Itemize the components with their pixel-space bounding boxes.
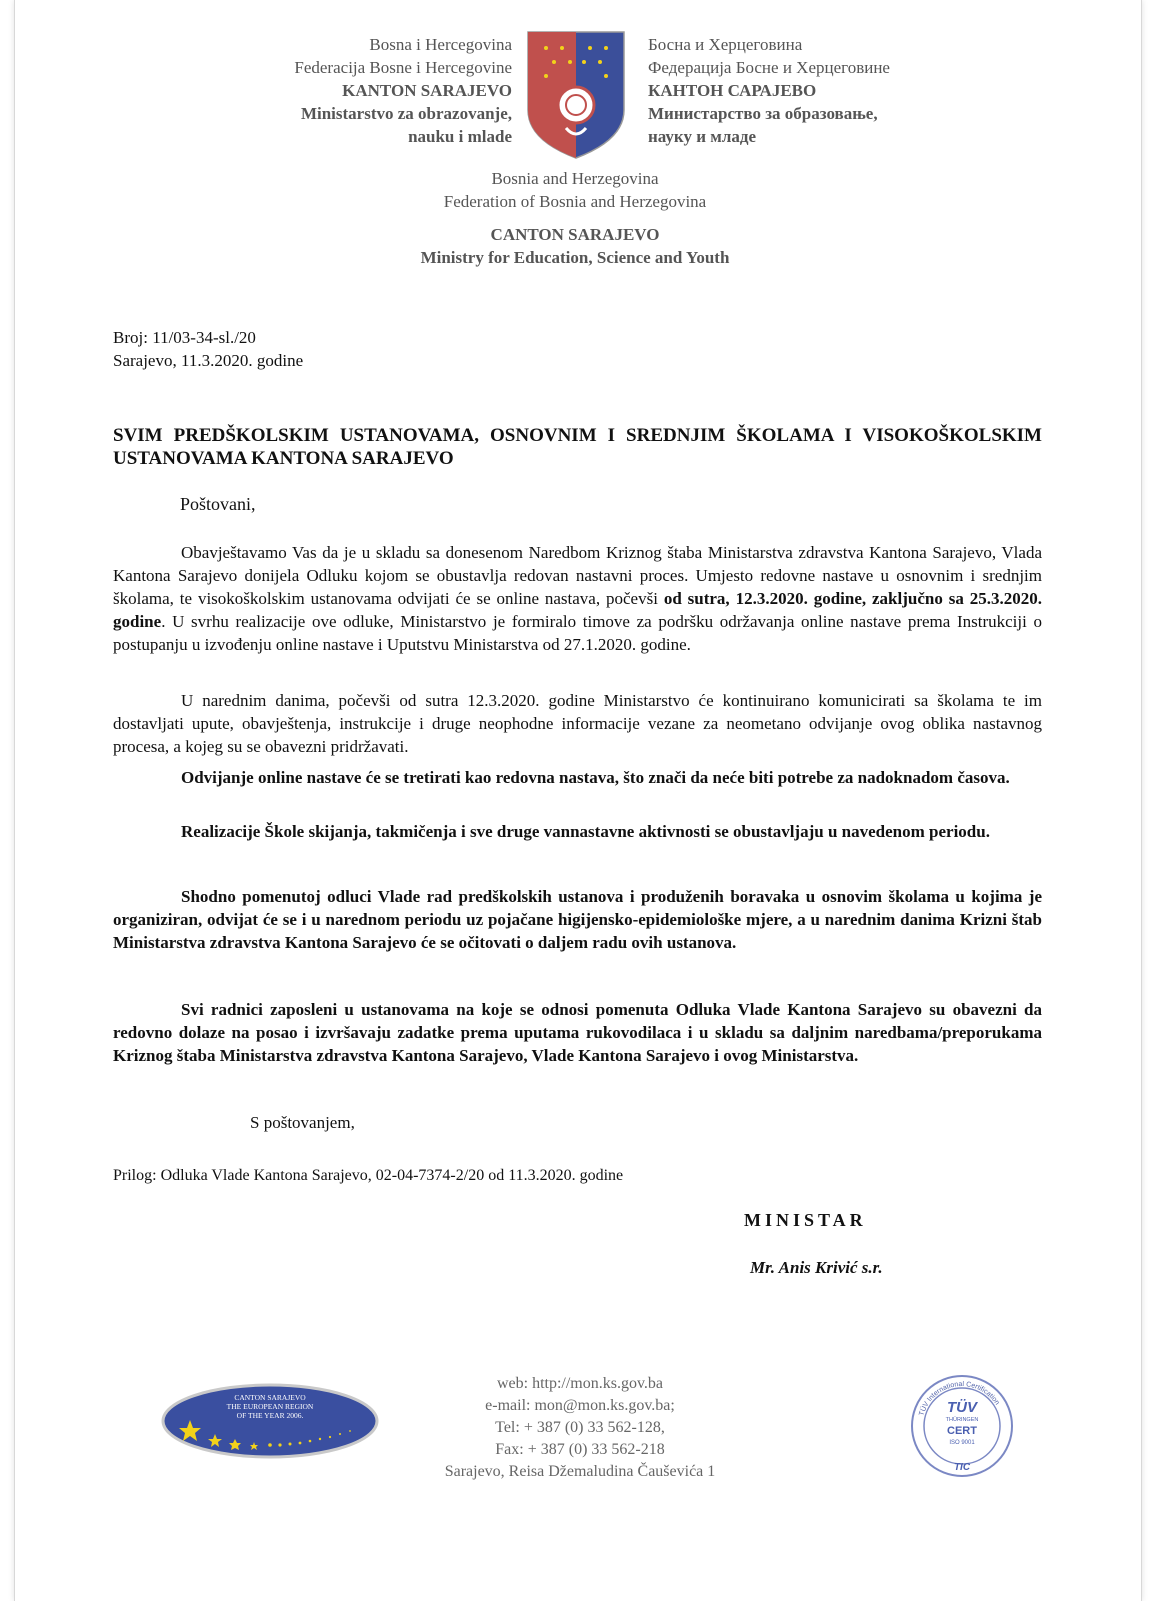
paragraph-3: Odvijanje online nastave će se tretirati kao redovna nastava, što znači da neće biti potrebe za nadoknadom časova. — [181, 768, 1010, 787]
header-left-line1: Bosna i Hercegovina — [369, 35, 512, 54]
header-right-line4: Министарство за образовање, — [648, 104, 878, 123]
header-right-line5: науку и младе — [648, 127, 757, 146]
footer-fax: Fax: + 387 (0) 33 562-218 — [495, 1441, 665, 1458]
svg-text:TÜV International Certificatio: TÜV International Certification — [918, 1380, 1001, 1417]
header-center-line4: Ministry for Education, Science and Youth — [420, 248, 730, 267]
header-center-line3: CANTON SARAJEVO — [490, 225, 660, 244]
header-center-line2: Federation of Bosnia and Herzegovina — [443, 192, 707, 211]
header-right-cyrillic — [648, 33, 978, 148]
paragraph-6: Svi radnici zaposleni u ustanovama na koje se odnosi pomenuta Odluka Vlade Kantona Sarajevo su obavezni da redovno dolaze na posao i izvršavaju zadatke prema uputama rukovodilaca i u skladu sa daljnim naredbama/preporukama Kriznog štaba Ministarstva zdravstva Kantona Sarajevo, Vlade Kantona Sarajevo i ovog Ministarstva. — [113, 1000, 1042, 1065]
attachment-note: Prilog: Odluka Vlade Kantona Sarajevo, 02-04-7374-2/20 od 11.3.2020. godine — [113, 1167, 624, 1184]
paragraph-1-bold: od sutra, 12.3.2020. godine, zaključno sa 25.3.2020. godine — [113, 589, 1042, 631]
header-left-line2: Federacija Bosne i Hercegovine — [294, 58, 512, 77]
paragraph-1-text-a: Obavještavamo Vas da je u skladu sa donesenom Naredbom Kriznog štaba Ministarstva zdravstva Kantona Sarajevo, Vlada Kantona Sarajevo donijela Odluku kojom se obustavlja redovan nastavni proces. Umjesto redovne nastave u osnovnim i srednjim školama, te visokoškolskim ustanovama odvijati će se online nastava, počevši — [113, 543, 1042, 608]
paragraph-1-text-b: . U svrhu realizacije ove odluke, Ministarstvo je formiralo timove za podršku održavanja online nastave prema Instrukciji o postupanju u izvođenju online nastave i Uputstvu Ministarstva od 27.1.2020. godine. — [113, 612, 1042, 654]
header-center-line1: Bosnia and Herzegovina — [491, 169, 659, 188]
svg-text:THE EUROPEAN REGION: THE EUROPEAN REGION — [226, 1402, 314, 1411]
header-right-line3: КАНТОН САРАЈЕВО — [648, 81, 817, 100]
svg-text:TÜV: TÜV — [947, 1399, 977, 1416]
closing: S poštovanjem, — [250, 1113, 355, 1132]
footer-tel: Tel: + 387 (0) 33 562-128, — [495, 1419, 665, 1436]
coat-of-arms-logo — [526, 30, 626, 160]
header-left-latin — [190, 33, 512, 148]
header-left-line3: KANTON SARAJEVO — [342, 81, 512, 100]
paragraph-2: U narednim danima, počevši od sutra 12.3.2020. godine Ministarstvo će kontinuirano komunicirati sa školama te im dostavljati upute, obavještenja, instrukcije i druge neophodne informacije vezane za neometano odvijanje ovog oblika nastavnog procesa, a kojeg su se obavezni pridržavati. — [113, 691, 1042, 756]
svg-text:THÜRINGEN: THÜRINGEN — [945, 1417, 979, 1423]
paragraph-4: Realizacije Škole skijanja, takmičenja i sve druge vannastavne aktivnosti se obustavljaju u navedenom periodu. — [181, 822, 990, 841]
letter-heading: SVIM PREDŠKOLSKIM USTANOVAMA, OSNOVNIM I SREDNJIM ŠKOLAMA I VISOKOŠKOLSKIM USTANOVAMA KANTONA SARAJEVO — [113, 425, 1042, 469]
paragraph-1 — [113, 541, 1042, 656]
svg-text:ISO 9001: ISO 9001 — [949, 1440, 975, 1446]
footer-web: web: http://mon.ks.gov.ba — [496, 1375, 664, 1392]
header-center-english — [300, 167, 850, 269]
footer-email: e-mail: mon@mon.ks.gov.ba; — [485, 1397, 675, 1414]
svg-text:CANTON SARAJEVO: CANTON SARAJEVO — [234, 1393, 306, 1402]
svg-text:TIC: TIC — [953, 1462, 971, 1473]
document-place-date: Sarajevo, 11.3.2020. godine — [113, 351, 304, 370]
header-right-line1: Босна и Херцеговина — [648, 35, 803, 54]
header-left-line4: Ministarstvo za obrazovanje, — [300, 104, 512, 123]
tuv-certification-stamp — [908, 1372, 1016, 1480]
svg-text:OF THE YEAR 2006.: OF THE YEAR 2006. — [236, 1411, 304, 1420]
signature-name: Mr. Anis Krivić s.r. — [750, 1258, 883, 1277]
paragraph-5: Shodno pomenutoj odluci Vlade rad predškolskih ustanova i produženih boravaka u osnovim školama u kojima je organiziran, odvijat će se i u narednom periodu uz pojačane higijensko-epidemiološke mjere, a u narednim danima Krizni štab Ministarstva zdravstva Kantona Sarajevo će se očitovati o daljem radu ovih ustanova. — [113, 887, 1042, 952]
header-left-line5: nauku i mlade — [408, 127, 512, 146]
signature-title: MINISTAR — [744, 1210, 867, 1230]
footer-contact — [420, 1373, 740, 1483]
header-right-line2: Федерација Босне и Херцеговине — [648, 58, 890, 77]
document-number: Broj: 11/03-34-sl./20 — [113, 328, 256, 347]
document-meta — [113, 326, 303, 372]
footer-address: Sarajevo, Reisa Džemaludina Čauševića 1 — [444, 1463, 716, 1480]
european-region-logo — [160, 1382, 380, 1460]
greeting: Poštovani, — [180, 494, 256, 514]
svg-text:CERT: CERT — [947, 1425, 977, 1437]
